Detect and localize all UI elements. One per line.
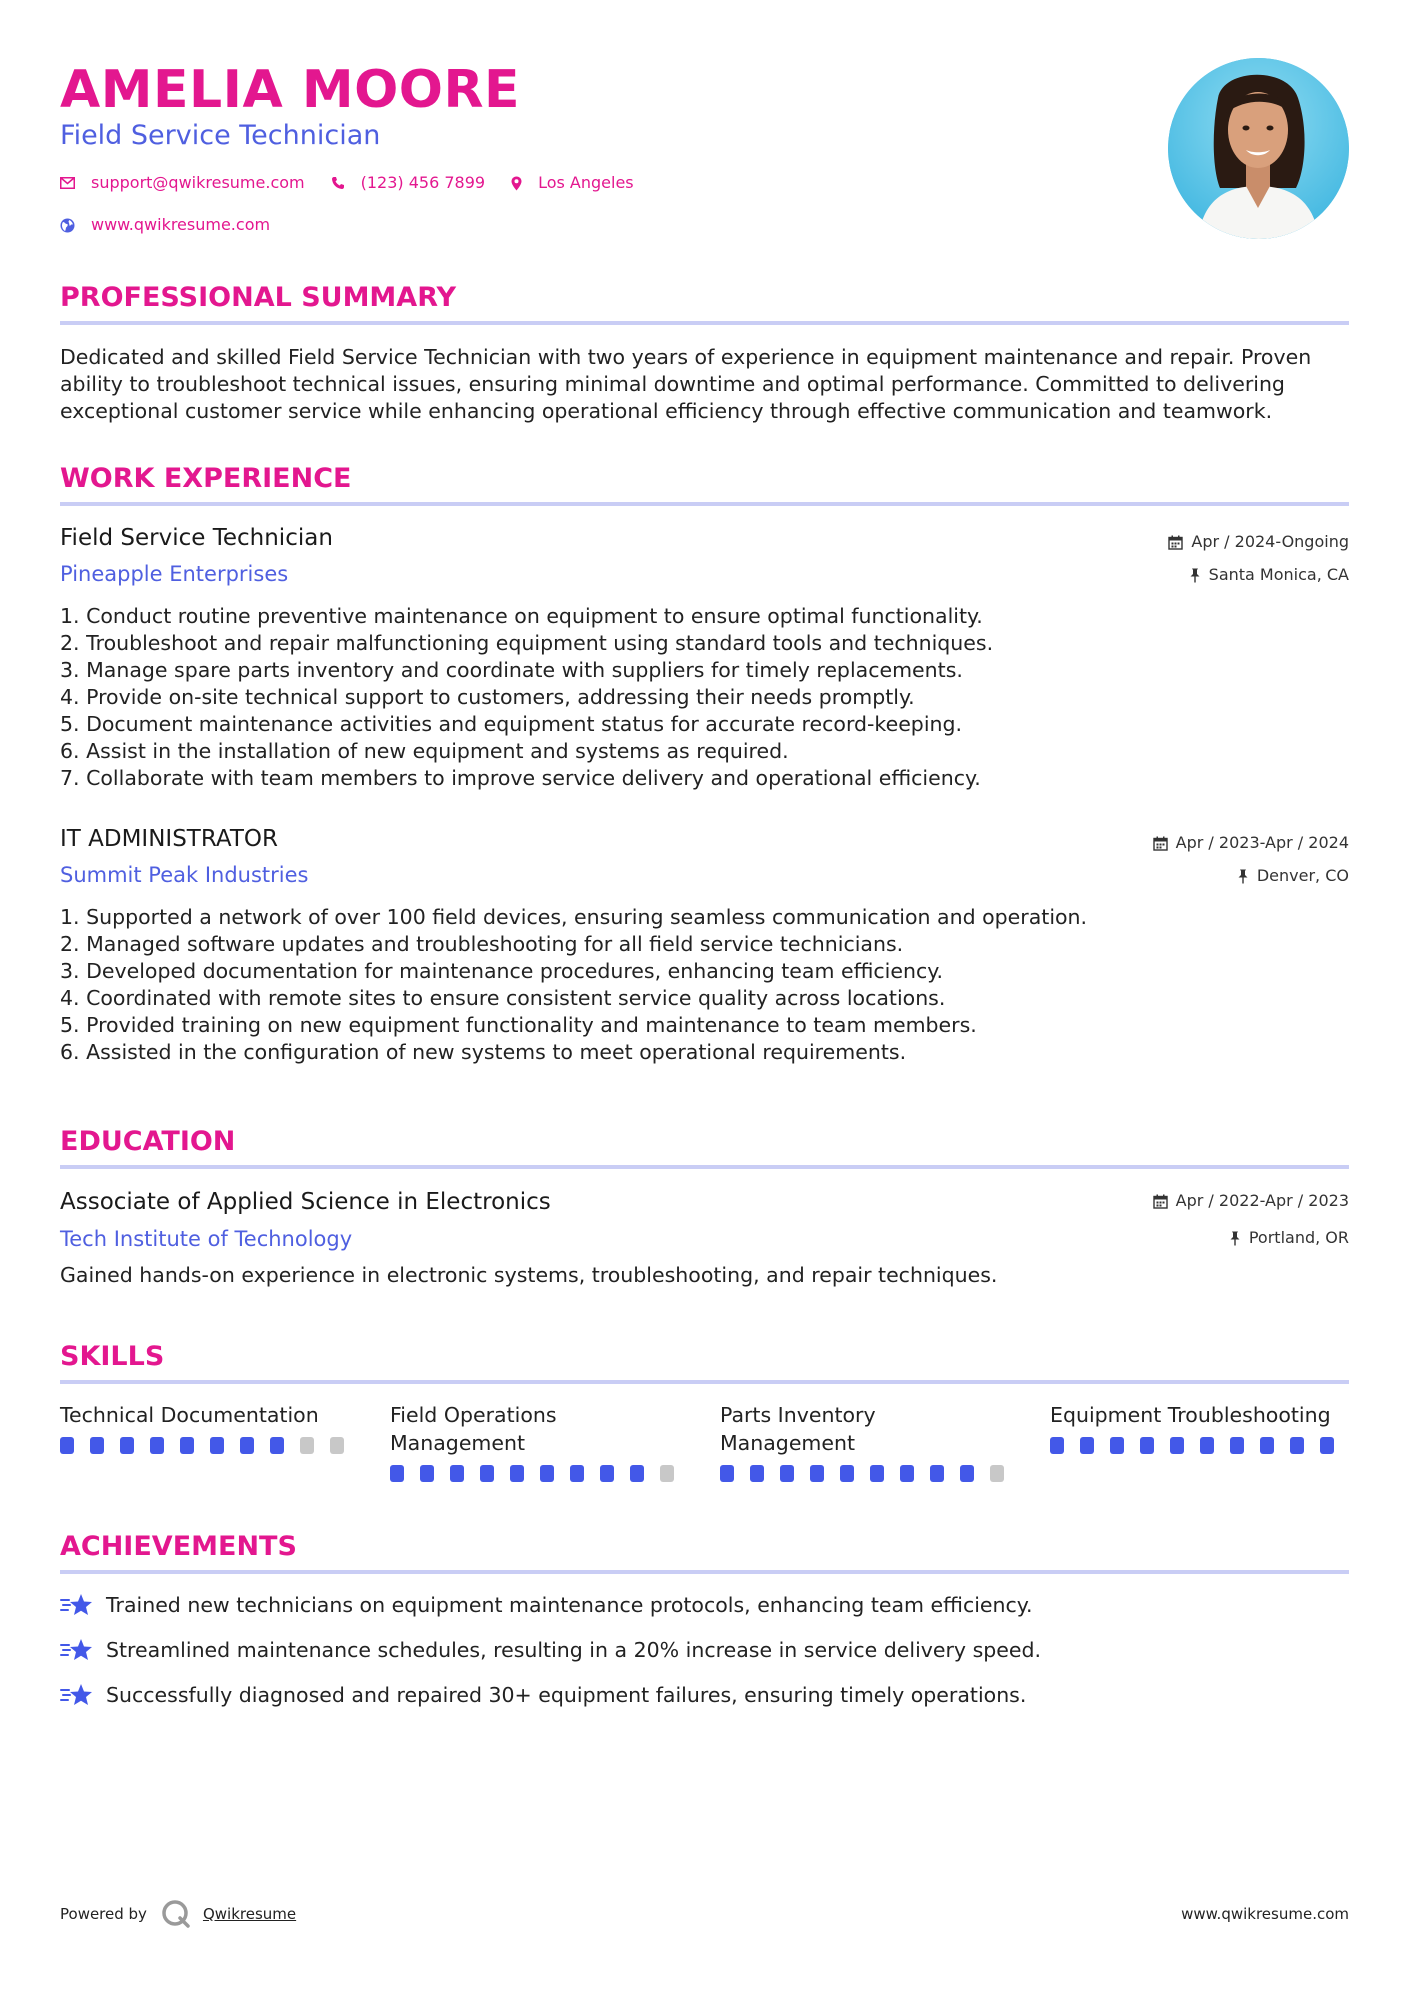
star-icon	[60, 1637, 94, 1663]
experience-heading: WORK EXPERIENCE	[60, 463, 352, 494]
calendar-icon	[1168, 535, 1183, 550]
list-item: 1. Supported a network of over 100 field devices, ensuring seamless communication and operation.	[60, 905, 1088, 929]
job-dates-text: Apr / 2023-Apr / 2024	[1175, 833, 1349, 852]
list-item: 6. Assist in the installation of new equipment and systems as required.	[60, 739, 789, 763]
pushpin-icon	[1229, 1231, 1241, 1246]
education-dates-text: Apr / 2022-Apr / 2023	[1175, 1191, 1349, 1210]
education-dates	[1153, 1190, 1349, 1212]
star-icon	[60, 1592, 94, 1618]
list-item: 4. Provide on-site technical support to customers, addressing their needs promptly.	[60, 685, 915, 709]
skill-item	[60, 1401, 360, 1454]
achievement-text: Streamlined maintenance schedules, resulting in a 20% increase in service delivery speed.	[106, 1638, 1042, 1662]
job-title: Field Service Technician	[60, 525, 333, 551]
rating-dot-filled	[120, 1437, 134, 1454]
powered-by-text: Powered by	[60, 1905, 147, 1923]
footer-url[interactable]: www.qwikresume.com	[1181, 1905, 1349, 1923]
rating-dot-filled	[540, 1465, 554, 1482]
list-item: 4. Coordinated with remote sites to ensure consistent service quality across locations.	[60, 986, 946, 1010]
achievements-heading: ACHIEVEMENTS	[60, 1531, 297, 1562]
job-bullets	[60, 904, 1087, 1066]
rating-dot-filled	[390, 1465, 404, 1482]
job-location	[1189, 564, 1349, 586]
qwikresume-logo-icon	[161, 1899, 191, 1929]
rating-dot-filled	[270, 1437, 284, 1454]
map-pin-icon	[511, 176, 522, 191]
rating-dot-filled	[810, 1465, 824, 1482]
education-heading: EDUCATION	[60, 1126, 236, 1157]
contact-row-2	[60, 214, 296, 236]
rating-dot-filled	[1230, 1437, 1244, 1454]
summary-heading: PROFESSIONAL SUMMARY	[60, 282, 457, 313]
education-location	[1229, 1227, 1349, 1249]
list-item: 1. Conduct routine preventive maintenance on equipment to ensure optimal functionality.	[60, 604, 983, 628]
rating-dot-filled	[1320, 1437, 1334, 1454]
rating-dot-filled	[1200, 1437, 1214, 1454]
rating-dot-empty	[330, 1437, 344, 1454]
resume-page	[60, 0, 1349, 1990]
list-item: 5. Provided training on new equipment functionality and maintenance to team members.	[60, 1013, 977, 1037]
contact-phone[interactable]	[331, 172, 485, 194]
rating-dot-filled	[1260, 1437, 1274, 1454]
contact-email[interactable]	[60, 172, 305, 194]
job-company: Summit Peak Industries	[60, 863, 309, 887]
achievement-item	[60, 1591, 1033, 1619]
education-description: Gained hands-on experience in electronic systems, troubleshooting, and repair techniques.	[60, 1263, 998, 1287]
contact-row	[60, 172, 660, 194]
job-company: Pineapple Enterprises	[60, 562, 289, 586]
rating-dot-filled	[1080, 1437, 1094, 1454]
rating-dot-filled	[150, 1437, 164, 1454]
star-icon	[60, 1682, 94, 1708]
list-item: 3. Manage spare parts inventory and coordinate with suppliers for timely replacements.	[60, 658, 963, 682]
globe-icon	[60, 218, 75, 233]
rating-dot-filled	[900, 1465, 914, 1482]
rating-dot-filled	[750, 1465, 764, 1482]
calendar-icon	[1153, 1194, 1168, 1209]
job-title: IT ADMINISTRATOR	[60, 826, 278, 852]
skill-name: Field Operations Management	[390, 1403, 557, 1455]
list-item: 2. Managed software updates and troubleshooting for all field service technicians.	[60, 932, 904, 956]
skill-item	[1050, 1401, 1350, 1454]
rating-dot-filled	[210, 1437, 224, 1454]
section-divider	[60, 502, 1349, 506]
job-dates	[1153, 832, 1349, 854]
job-bullets	[60, 603, 993, 792]
rating-dot-filled	[600, 1465, 614, 1482]
rating-dot-filled	[240, 1437, 254, 1454]
skill-name: Technical Documentation	[60, 1403, 319, 1427]
job-location-text: Santa Monica, CA	[1208, 565, 1349, 584]
location-text: Los Angeles	[538, 173, 634, 192]
rating-dot-filled	[1050, 1437, 1064, 1454]
job-dates	[1168, 531, 1349, 553]
profile-photo	[1168, 58, 1349, 239]
rating-dot-filled	[1110, 1437, 1124, 1454]
phone-icon	[331, 176, 345, 190]
pushpin-icon	[1237, 869, 1249, 884]
rating-dot-filled	[510, 1465, 524, 1482]
envelope-icon	[60, 177, 75, 189]
rating-dot-filled	[60, 1437, 74, 1454]
list-item: 6. Assisted in the configuration of new systems to meet operational requirements.	[60, 1040, 907, 1064]
section-divider	[60, 1165, 1349, 1169]
achievement-item	[60, 1681, 1026, 1709]
skill-name: Parts Inventory Management	[720, 1403, 876, 1455]
pushpin-icon	[1189, 568, 1201, 583]
school-name: Tech Institute of Technology	[60, 1227, 353, 1251]
rating-dot-filled	[1140, 1437, 1154, 1454]
achievement-text: Trained new technicians on equipment maintenance protocols, enhancing team efficiency.	[106, 1593, 1033, 1617]
section-divider	[60, 321, 1349, 325]
skill-item	[720, 1401, 1020, 1482]
job-location	[1237, 865, 1349, 887]
rating-dot-filled	[630, 1465, 644, 1482]
skill-name: Equipment Troubleshooting	[1050, 1403, 1331, 1427]
list-item: 3. Developed documentation for maintenance procedures, enhancing team efficiency.	[60, 959, 943, 983]
rating-dot-filled	[450, 1465, 464, 1482]
rating-dot-filled	[840, 1465, 854, 1482]
skills-heading: SKILLS	[60, 1341, 165, 1372]
rating-dot-filled	[780, 1465, 794, 1482]
email-text: support@qwikresume.com	[91, 173, 305, 192]
skill-rating	[390, 1465, 690, 1482]
skill-item	[390, 1401, 690, 1482]
rating-dot-filled	[1290, 1437, 1304, 1454]
rating-dot-empty	[990, 1465, 1004, 1482]
achievement-text: Successfully diagnosed and repaired 30+ equipment failures, ensuring timely operations.	[106, 1683, 1027, 1707]
rating-dot-filled	[570, 1465, 584, 1482]
summary-text: Dedicated and skilled Field Service Technician with two years of experience in equipment maintenance and repair. Proven ability to troubleshoot technical issues, ensuring minimal downtime and optimal performance. Committed to delivering exceptional customer service while enhancing operational efficiency through effective communication and teamwork.	[60, 345, 1312, 423]
rating-dot-filled	[1170, 1437, 1184, 1454]
candidate-name: AMELIA MOORE	[60, 60, 521, 120]
rating-dot-filled	[870, 1465, 884, 1482]
rating-dot-filled	[930, 1465, 944, 1482]
rating-dot-filled	[960, 1465, 974, 1482]
section-divider	[60, 1380, 1349, 1384]
education-location-text: Portland, OR	[1248, 1228, 1349, 1247]
rating-dot-filled	[180, 1437, 194, 1454]
calendar-icon	[1153, 836, 1168, 851]
contact-location	[511, 172, 634, 194]
rating-dot-empty	[660, 1465, 674, 1482]
skill-rating	[60, 1437, 360, 1454]
candidate-title: Field Service Technician	[60, 120, 381, 151]
rating-dot-empty	[300, 1437, 314, 1454]
rating-dot-filled	[90, 1437, 104, 1454]
phone-text: (123) 456 7899	[360, 173, 486, 192]
rating-dot-filled	[720, 1465, 734, 1482]
qwikresume-link[interactable]: Qwikresume	[202, 1905, 297, 1923]
degree-title: Associate of Applied Science in Electronics	[60, 1189, 551, 1215]
job-location-text: Denver, CO	[1256, 866, 1349, 885]
section-divider	[60, 1570, 1349, 1574]
rating-dot-filled	[480, 1465, 494, 1482]
list-item: 7. Collaborate with team members to improve service delivery and operational efficiency.	[60, 766, 981, 790]
footer-powered	[60, 1899, 296, 1929]
achievement-item	[60, 1636, 1041, 1664]
skill-rating	[1050, 1437, 1350, 1454]
job-dates-text: Apr / 2024-Ongoing	[1191, 532, 1349, 551]
contact-website[interactable]	[60, 214, 270, 236]
list-item: 5. Document maintenance activities and equipment status for accurate record-keeping.	[60, 712, 963, 736]
rating-dot-filled	[420, 1465, 434, 1482]
website-text: www.qwikresume.com	[91, 215, 271, 234]
list-item: 2. Troubleshoot and repair malfunctioning equipment using standard tools and techniques.	[60, 631, 994, 655]
skill-rating	[720, 1465, 1020, 1482]
